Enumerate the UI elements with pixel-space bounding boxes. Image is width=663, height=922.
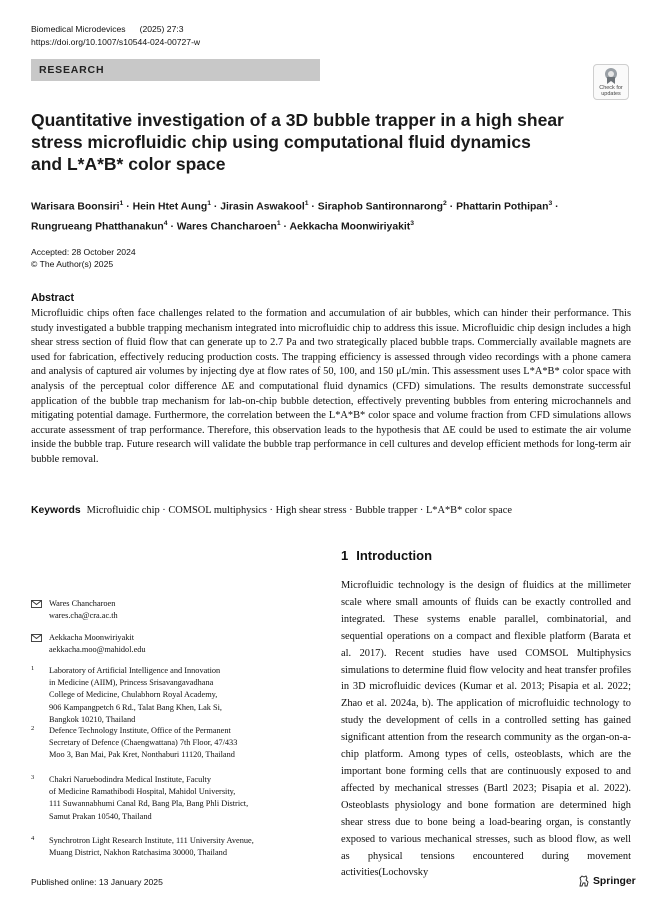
author-affiliation-marker: 3 [548,200,553,207]
affiliation-line: Muang District, Nakhon Ratchasima 30000, Thailand [49,848,227,858]
affiliation-line: Samut Prakan 10540, Thailand [49,811,152,821]
author-name[interactable]: Siraphob Santironnarong [317,201,444,213]
author-affiliation-marker: 1 [207,200,211,207]
doi-link[interactable]: https://doi.org/10.1007/s10544-024-00727-w [31,37,201,47]
corresponding-authors [31,598,321,666]
affiliation-line: in Medicine (AIIM), Princess Srisavangavadhana [49,678,214,688]
author-affiliation-marker: 3 [410,220,415,228]
accepted-date: Accepted: 28 October 2024 [31,247,136,257]
badge-line-2: updates [601,91,621,97]
affiliation-line: Defence Technology Institute, Office of the Permanent [49,726,231,735]
affiliation-number: 3 [31,774,35,781]
badge-line-1: Check for [599,85,623,91]
contact-email[interactable]: aekkacha.moo@mahidol.edu [49,645,146,654]
abstract-heading: Abstract [31,292,74,304]
affiliation-line: Laboratory of Artificial Intelligence and Innovation [49,666,221,675]
keywords [31,505,631,516]
section-title: Introduction [356,548,433,563]
abstract-text: Microfluidic chips often face challenges related to the formation and accumulation of air bubbles, which can hinder their performance. This study investigated a bubble trapping mechanism integrated into microfluidic chip to address this issue. Microfluidic chip design includes a high shear stress section of fluid flow that can generate up to 2.7 Pa and two strategically placed bubble traps. Commercially available magnets are used for fabrication, effectively reducing production costs. The trapping efficiency is assessed through video recordings with a phone camera and analysis of captured air volumes by injecting dye at flow rates of 50, 100, and 150 μL/min. This assessment uses L*A*B* color space with analysis of the perceptual color difference ΔE and computational fluid dynamics (CFD) simulations. The results demonstrate successful application of the bubble trap mechanism for lab-on-chip bubble detection, effectively preventing bubbles from entering microchannels and mitigating potential damage. Furthermore, the correlation between the L*A*B* color space and volume fraction from CFD simulations allows accurate assessment of trap performance. Therefore, this observation leads to the hypothesis that ΔE could be used to estimate the air volume inside the bubble trap. Future research will validate the bubble trap performance in cell cultures and develop efficient methods for long-term air bubble removal. [31,308,631,465]
envelope-icon [31,634,42,642]
published-online-date: Published online: 13 January 2025 [31,877,163,887]
author-affiliation-marker: 1 [276,220,281,228]
title-line: Quantitative investigation of a 3D bubble trapper in a high shear [31,110,564,130]
contact-entry [31,598,321,632]
article-title [31,109,591,175]
copyright-notice: © The Author(s) 2025 [31,259,114,269]
contact-email[interactable]: wares.cha@cra.ac.th [49,611,118,620]
bookmark-ribbon-icon [604,68,618,84]
affiliation-number: 4 [31,835,35,842]
author-name[interactable]: Rungrueang Phatthanakun [31,221,164,233]
contact-name: Wares Chancharoen [49,599,116,608]
journal-citation [31,24,184,34]
affiliation-number: 1 [31,665,35,672]
author-affiliation-marker: 1 [304,200,309,207]
contact-name: Aekkacha Moonwiriyakit [49,633,135,642]
contact-entry [31,632,321,666]
journal-name: Biomedical Microdevices [31,24,126,34]
author-name[interactable]: Jirasin Aswakool [220,201,305,213]
affiliations [31,665,331,865]
article-type-label: RESEARCH [39,64,105,76]
affiliation-line: Moo 3, Ban Mai, Pak Kret, Nonthaburi 11120, Thailand [49,750,235,760]
article-dates [31,246,136,270]
author-affiliation-marker: 2 [443,200,447,207]
journal-volume: (2025) 27:3 [139,24,184,34]
author-list: Warisara Boonsiri$^1$ · Hein Htet Aung$^1$ · Jirasin Aswakool$^1$ · Siraphob Santironnarong$^2$ · Phattarin Pothipan$^3$ · Rungrueang Phatthanakun$^4$ · Wares Chancharoen$^1$ · Aekkacha Moonwiriyakit$^3$ [31,200,559,233]
affiliation-line: Chakri Naruebodindra Medical Institute, Faculty [49,775,211,784]
affiliation-entry [31,725,331,774]
affiliation-number: 2 [31,725,35,732]
affiliation-line: of Medicine Ramathibodi Hospital, Mahidol University, [49,787,236,797]
title-line: stress microfluidic chip using computational fluid dynamics [31,132,531,152]
affiliation-line: College of Medicine, Chulabhorn Royal Academy, [49,690,218,700]
title-line: and L*A*B* color space [31,154,226,174]
affiliation-line: Synchrotron Light Research Institute, 111 University Avenue, [49,836,254,845]
article-type-bar [31,59,320,81]
keywords-text: Microfluidic chip · COMSOL multiphysics · High shear stress · Bubble trapper · L*A*B* color space [86,505,512,516]
affiliation-line: 906 Kampangpetch 6 Rd., Talat Bang Khen, Lak Si, [49,702,223,712]
author-name[interactable]: Warisara Boonsiri [31,201,120,213]
author-affiliation-marker: 4 [163,220,168,228]
author-name[interactable]: Aekkacha Moonwiriyakit [289,221,411,233]
envelope-icon [31,600,42,608]
affiliation-entry [31,774,331,835]
keywords-label: Keywords [31,505,81,516]
affiliation-line: 111 Suwannabhumi Canal Rd, Bang Pla, Bang Phli District, [49,799,249,809]
author-name[interactable]: Wares Chancharoen [176,221,277,233]
introduction-heading [341,548,432,563]
affiliation-line: Secretary of Defence (Chaengwattana) 7th Floor, 47/433 [49,738,238,748]
introduction-text: Microfluidic technology is the design of fluidics at the millimeter scale where small amounts of fluids can be exactly controlled and integrated. These systems enable parallel, combinatorial, and sequential operations on a compact and flexible platform (Barata et al. 2017). Recent studies have used COMSOL Multiphysics simulations to determine fluid flow velocity and heat transfer profiles in 3D microfluidic devices (Kumar et al. 2013; Pisapia et al. 2022; Zhao et al. 2024a, b). The application of microfluidic technology to study the development of cells in a controlled setting has gained significant attention from the research community as the organ-on-a-chip platform. Among types of cells, osteoblasts, which are the important bone forming cells that are continuously exposed to and affected by mechanical stresses (Bartl 2023; Pisapia et al. 2022). Osteoblasts physiology and bone formation are determined high shear stress due to bone being a load-bearing organ, is constantly exposed to various mechanical stresses, such as blood flow, as well as physical tensions encountered during movement activities(Lochovsky [341,580,631,879]
section-number: 1 [341,548,349,563]
springer-horse-icon [578,875,590,887]
affiliation-line: Bangkok 10210, Thailand [49,714,136,724]
author-name[interactable]: Hein Htet Aung [132,201,208,213]
publisher-name: Springer [593,875,636,887]
author-name[interactable]: Phattarin Pothipan [456,201,549,213]
publisher-logo [578,875,636,887]
affiliation-entry [31,665,331,725]
check-for-updates-badge[interactable] [593,64,629,100]
author-affiliation-marker: 1 [119,200,124,207]
affiliation-entry [31,835,331,865]
